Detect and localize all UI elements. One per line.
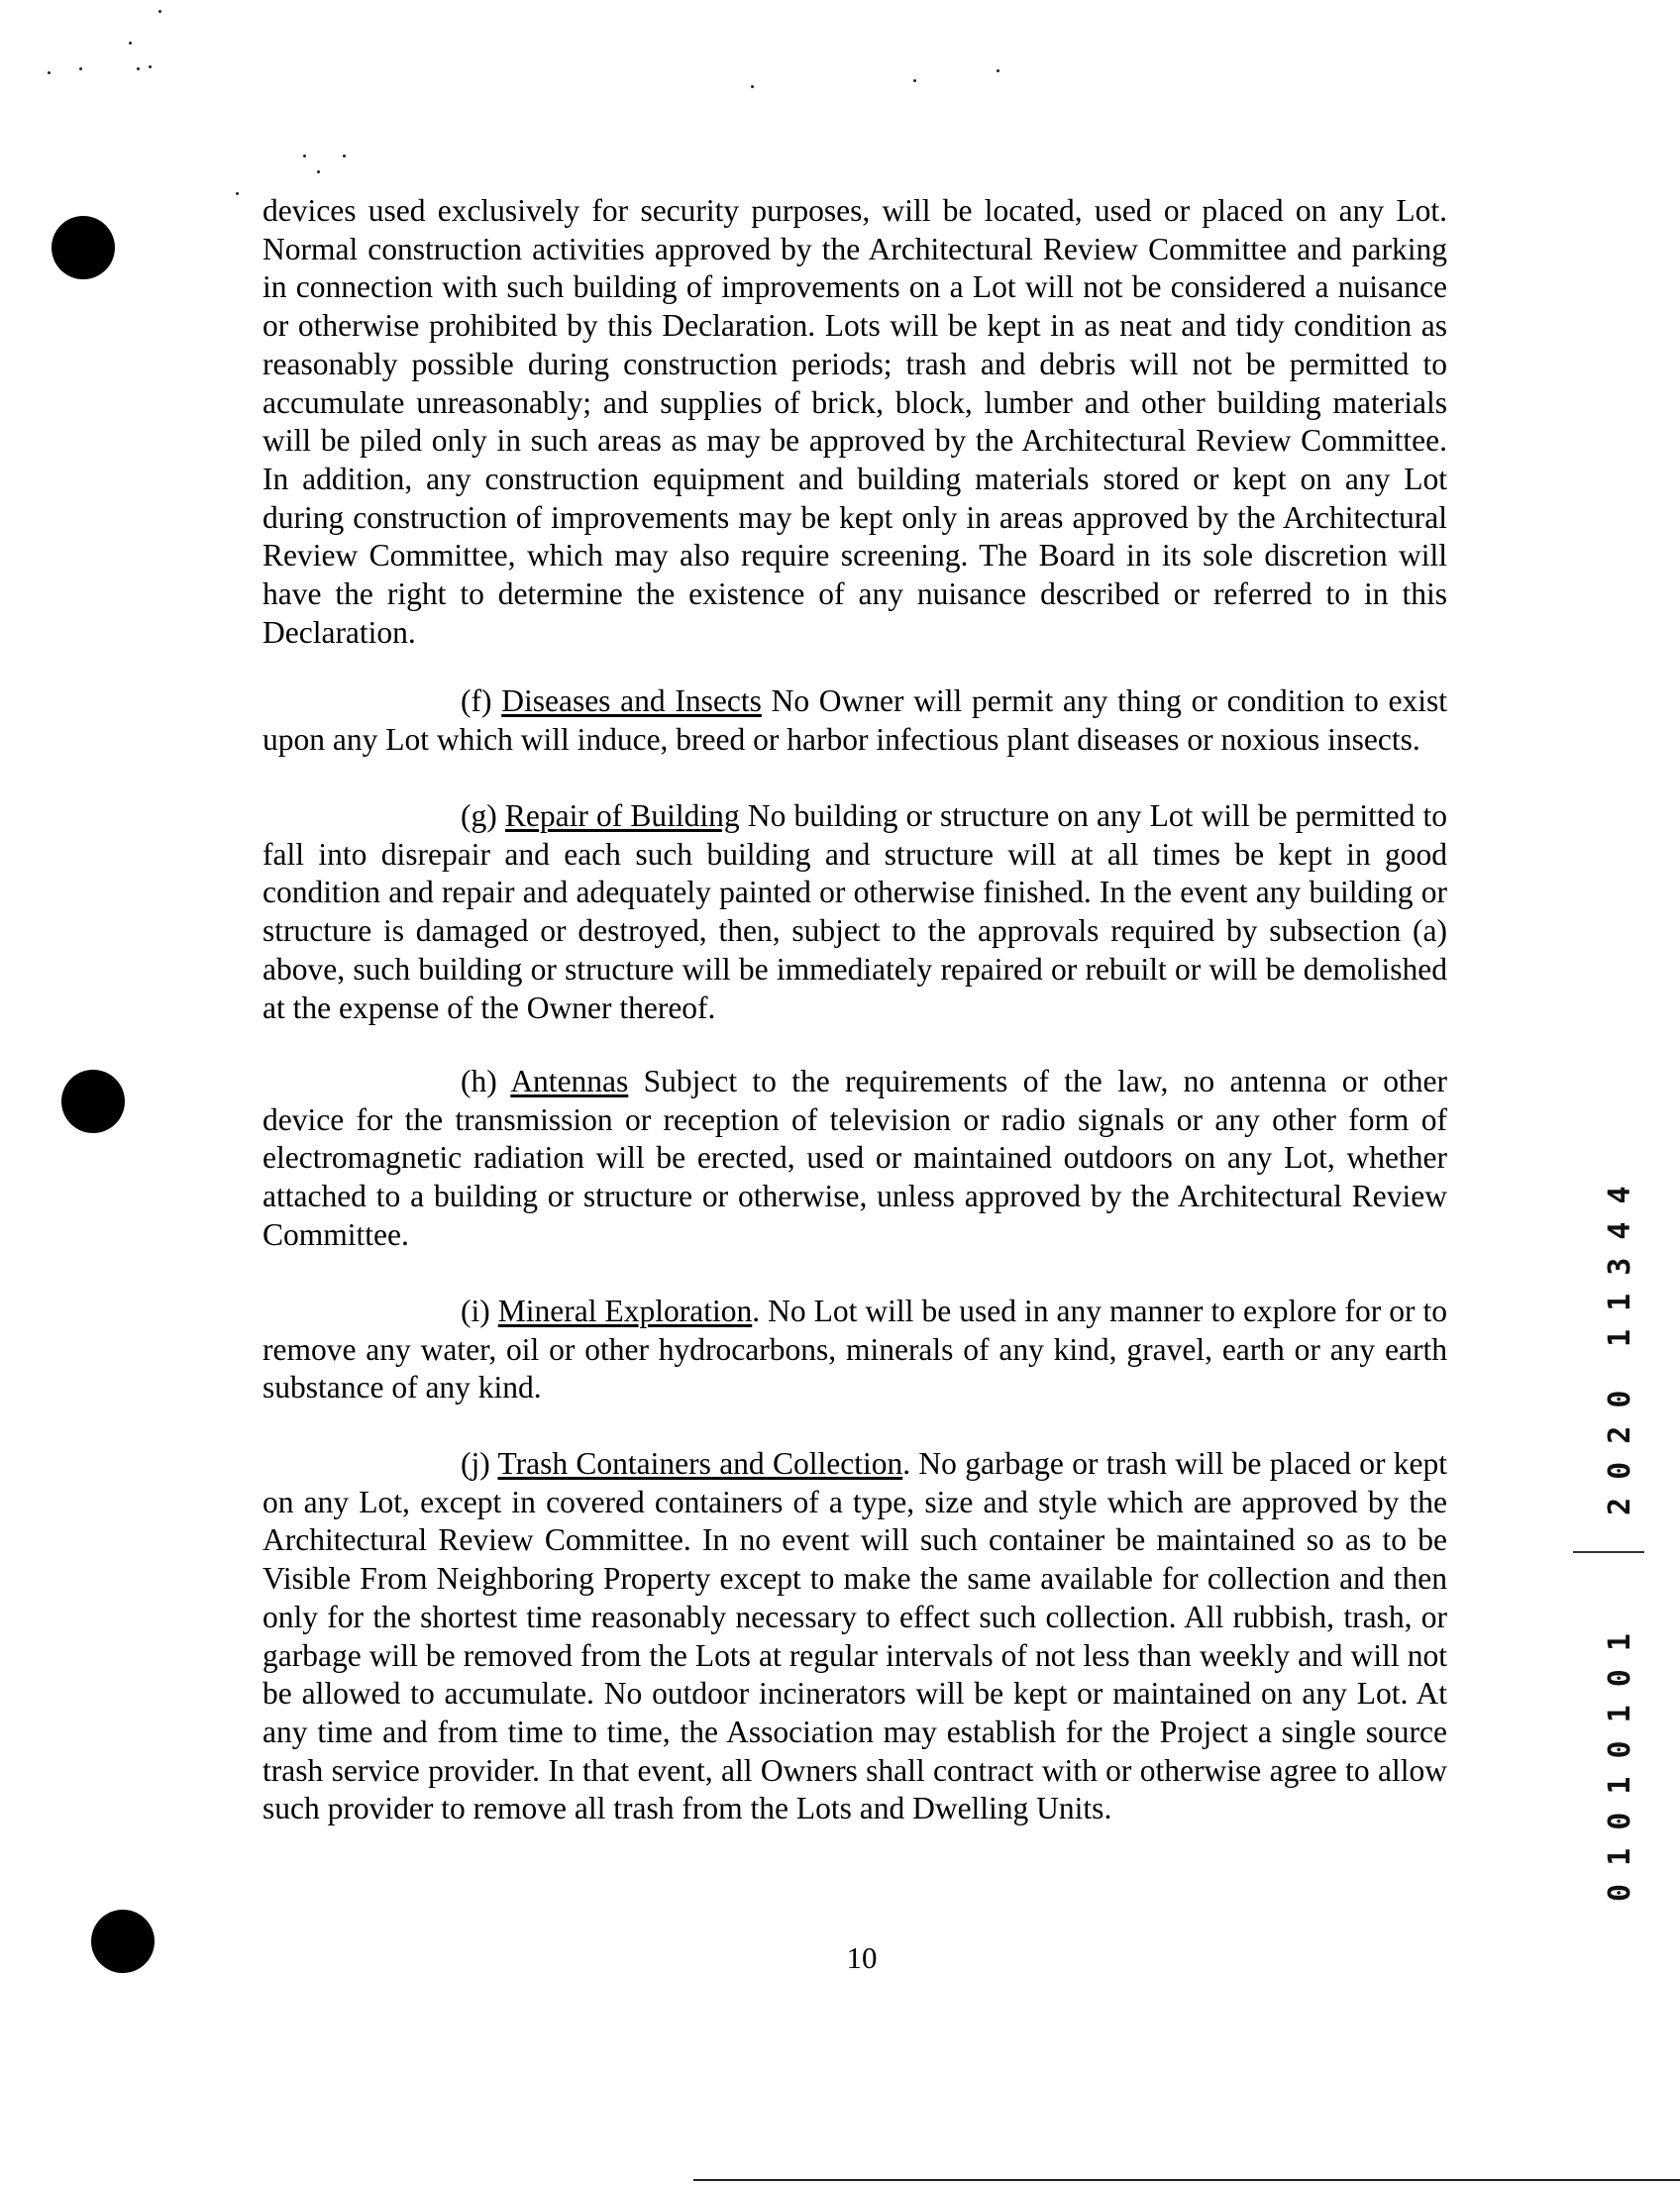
scan-speck bbox=[129, 42, 132, 45]
margin-stamp-upper: 1 1 3 4 4 bbox=[1603, 1186, 1637, 1347]
binder-hole-middle bbox=[61, 1070, 125, 1133]
section-heading: Trash Containers and Collection bbox=[497, 1446, 903, 1481]
page-number: 10 bbox=[846, 1940, 878, 1975]
paragraph-text: No building or structure on any Lot will be permitted to fall into disrepair and each such building and structure will at all times be kept in good condition and repair and adequately painted or otherwise finished. In the event any building or structure is damaged or destroyed, then, subject to the approvals required by subsection (a) above, such building or structure will be immediately repaired or rebuilt or will be demolished at the expense of the Owner thereof. bbox=[262, 798, 1447, 1025]
binder-hole-bottom bbox=[91, 1910, 155, 1973]
section-heading: Antennas bbox=[510, 1064, 629, 1098]
paragraph-h-antennas bbox=[262, 1063, 1447, 1255]
margin-stamp-lower: 0 1 0 1 0 1 0 1 bbox=[1603, 1633, 1637, 1902]
paragraph-text: No Owner will permit any thing or condition to exist upon any Lot which will induce, breed or harbor infectious plant diseases or noxious insects. bbox=[262, 683, 1448, 757]
paragraph-label: (g) bbox=[461, 798, 497, 833]
paragraph-j-trash-containers bbox=[262, 1445, 1447, 1828]
scan-speck bbox=[158, 10, 161, 13]
scan-speck bbox=[751, 85, 754, 88]
paragraph-text: Subject to the requirements of the law, no antenna or other device for the transmission or reception of television or radio signals or any other form of electromagnetic radiation will be erected, used or maintained outdoors on any Lot, whether attached to a building or structure or otherwise, unless approved by the Architectural Review Committee. bbox=[262, 1064, 1448, 1252]
paragraph-label: (i) bbox=[461, 1294, 490, 1328]
scan-edge-line bbox=[693, 2179, 1680, 2181]
scan-speck bbox=[303, 155, 306, 157]
scan-speck bbox=[913, 79, 916, 82]
paragraph-label: (f) bbox=[461, 683, 492, 718]
margin-stamp-middle: 2 0 2 0 bbox=[1603, 1390, 1637, 1515]
scan-speck bbox=[137, 67, 140, 70]
scan-speck bbox=[149, 65, 152, 68]
paragraph-text: devices used exclusively for security purposes, will be located, used or placed on any Lot. Normal construction activities approved by the Architectural Review Committee and parking in connection with such building of improvements on a Lot will not be considered a nuisance or otherwise prohibited by this Declaration. Lots will be kept in as neat and tidy condition as reasonably possible during construction periods; trash and debris will not be permitted to accumulate unreasonably; and supplies of brick, block, lumber and other building materials will be piled only in such areas as may be approved by the Architectural Review Committee. In addition, any construction equipment and building materials stored or kept on any Lot during construction of improvements may be kept only in areas approved by the Architectural Review Committee, which may also require screening. The Board in its sole discretion will have the right to determine the existence of any nuisance described or referred to in this Declaration. bbox=[262, 193, 1447, 650]
paragraph-continuation bbox=[262, 192, 1447, 652]
scan-speck bbox=[317, 170, 320, 173]
paragraph-i-mineral-exploration bbox=[262, 1293, 1447, 1407]
scan-speck bbox=[997, 69, 999, 72]
scan-speck bbox=[343, 155, 346, 157]
scan-speck bbox=[79, 67, 82, 70]
section-heading: Mineral Exploration bbox=[497, 1294, 753, 1328]
paragraph-label: (j) bbox=[461, 1446, 490, 1481]
paragraph-f-diseases-and-insects bbox=[262, 682, 1447, 759]
paragraph-g-repair-of-building bbox=[262, 797, 1447, 1027]
paragraph-label: (h) bbox=[461, 1064, 497, 1098]
section-heading: Diseases and Insects bbox=[501, 683, 762, 718]
scan-speck bbox=[236, 192, 239, 195]
paragraph-text: . No Lot will be used in any manner to explore for or to remove any water, oil or other hydrocarbons, minerals of any kind, gravel, earth or any earth substance of any kind. bbox=[262, 1294, 1447, 1405]
paragraph-text: . No garbage or trash will be placed or kept on any Lot, except in covered containers of a type, size and style which are approved by the Architectural Review Committee. In no event will such container be maintained so as to be Visible From Neighboring Property except to make the same available for collection and then only for the shortest time reasonably necessary to effect such collection. All rubbish, trash, or garbage will be removed from the Lots at regular intervals of not less than weekly and will not be allowed to accumulate. No outdoor incinerators will be kept or maintained on any Lot. At any time and from time to time, the Association may establish for the Project a single source trash service provider. In that event, all Owners shall contract with or otherwise agree to allow such provider to remove all trash from the Lots and Dwelling Units. bbox=[262, 1446, 1447, 1826]
stamp-rule bbox=[1573, 1551, 1644, 1553]
section-heading: Repair of Building bbox=[504, 798, 740, 833]
binder-hole-top bbox=[52, 216, 115, 279]
scan-speck bbox=[48, 71, 51, 74]
